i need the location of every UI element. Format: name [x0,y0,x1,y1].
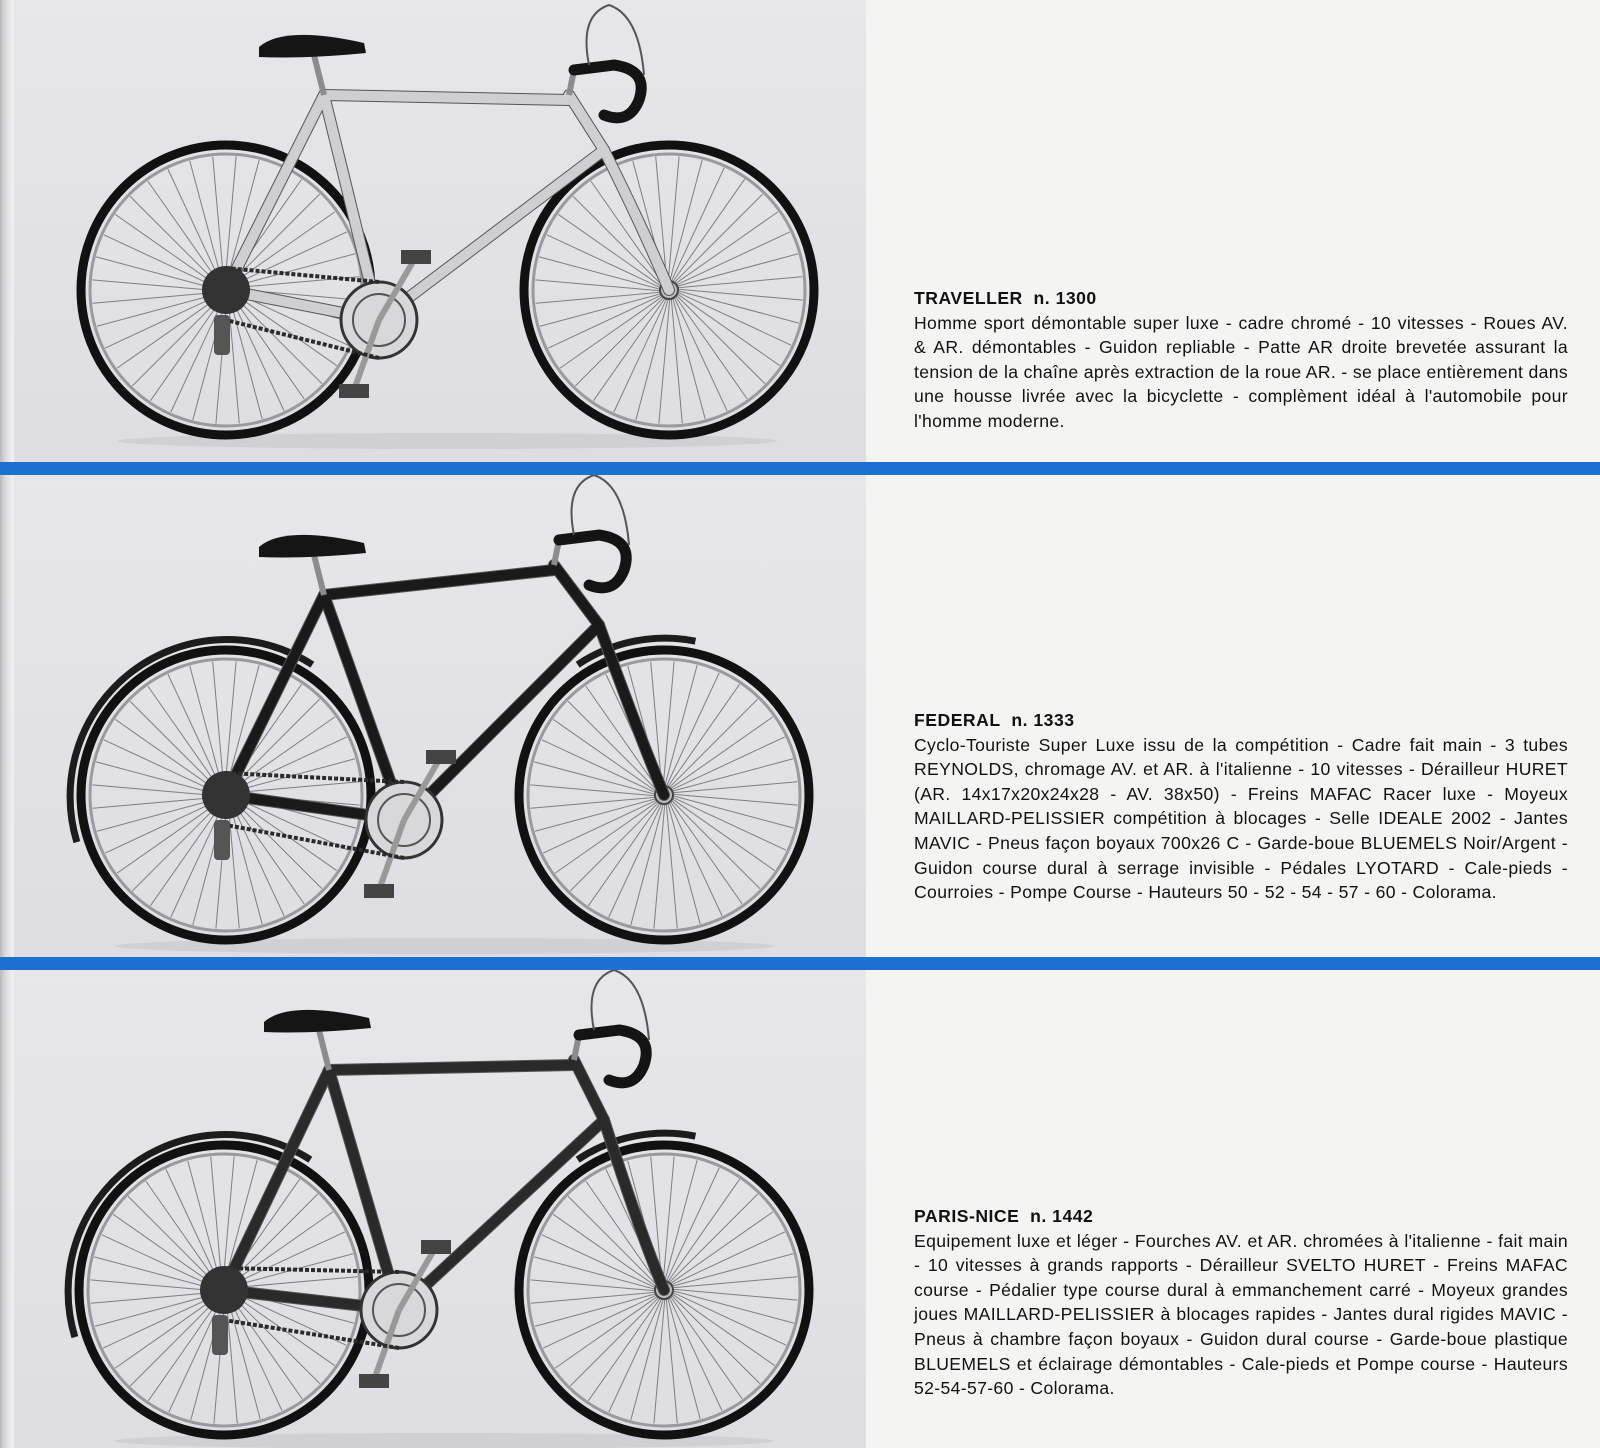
spoke [555,1295,660,1369]
spoke [664,665,697,789]
product-title [914,1204,1568,1229]
spoke [539,257,663,290]
spoke [93,797,221,808]
bicycle-illustration [14,0,866,462]
spoke [117,295,222,369]
spoke [674,254,798,287]
spoke [146,1181,220,1286]
spoke [213,662,224,790]
spoke [115,214,220,288]
seat-stay [226,95,324,290]
spoke [659,296,670,424]
spoke [670,1290,794,1323]
spoke [654,801,665,929]
spoke [560,295,665,369]
spoke [531,797,659,808]
product-name: TRAVELLER [914,288,1023,308]
spoke [668,1212,773,1286]
product-traveller [0,0,1600,462]
spoke [534,762,658,795]
head-tube [574,1060,604,1120]
spoke [229,295,262,419]
product-description-block [914,286,1568,434]
spoke [555,800,660,874]
product-number: n. 1300 [1033,288,1097,308]
spoke [570,1295,661,1386]
spoke [188,1161,221,1285]
spoke [588,801,662,906]
saddle [259,35,366,58]
bike-photo-traveller [14,0,866,462]
spoke [150,801,224,906]
spoke [670,1292,775,1366]
spoke [191,1296,224,1420]
bike-photo-paris-nice [14,970,866,1448]
spoke [232,782,360,793]
spoke [673,212,778,286]
spoke [535,798,659,831]
spoke [670,797,775,871]
spoke [670,1289,798,1300]
seat-post [314,555,324,595]
spoke [93,292,221,303]
spoke [668,156,679,284]
product-title [914,708,1568,733]
spoke [670,782,798,793]
spoke [540,293,664,326]
spoke [228,296,239,424]
bike-photo-federal [14,475,866,957]
pedal [421,1240,451,1254]
product-name: PARIS-NICE [914,1206,1020,1226]
bicycle [70,475,809,954]
rear-derailleur [214,820,230,860]
spoke [670,794,798,805]
spoke [193,296,226,420]
spoke [664,1160,697,1284]
spoke [588,1296,662,1401]
spoke [92,785,220,796]
spoke [92,280,220,291]
section-divider [0,957,1600,970]
section-divider [0,462,1600,475]
product-paris-nice [0,970,1600,1448]
spoke [130,196,221,287]
product-description-block [914,1204,1568,1401]
seat-post [319,1030,329,1070]
spoke [229,1293,320,1384]
spoke [636,296,669,420]
spoke [669,1294,743,1399]
product-description: Homme sport démontable super luxe - cadre chromé - 10 vitesses - Roues AV. & AR. démontables - Guidon repliable - Patte AR droite brevetée assurant la tension de la chaîne après extraction de la roue AR. - se place entièrement dans une housse livrée avec la bicyclette - complèment idéal à l'automobile pour l'homme moderne. [914,312,1568,431]
spoke [675,290,799,323]
spoke [668,717,773,791]
rear-derailleur [214,315,230,355]
spoke [531,1292,659,1303]
head-tube [569,95,604,150]
spoke [130,701,221,792]
product-description: Equipement luxe et léger - Fourches AV. et AR. chromées à l'italienne - fait main - 10 vitesses à grands rapports - Dérailleur SVELTO HURET - Freins MAFAC course - Pédalier type course dural à emmanchement carré - Moyeux grandes joues MAILLARD-PELISSIER à blocages rapides - Jantes dural rigides MAVIC - Pneus à chambre façon boyaux - Guidon dural course - Garde-boue plastique BLUEMELS et éclairage démontables - Cale-pieds et Pompe course - Hauteurs 52-54-57-60 - Colorama. [914,1230,1568,1399]
spoke [231,799,305,904]
spoke [670,1277,798,1288]
product-title [914,286,1568,311]
spoke [667,1194,758,1285]
bicycle-illustration [14,475,866,957]
down-tube [379,150,604,320]
spoke [115,1295,220,1369]
spoke [672,194,763,285]
frame [224,1060,664,1310]
cassette [200,1266,248,1314]
spoke [666,684,740,789]
spoke [669,759,793,792]
spoke [190,666,223,790]
spoke [148,1296,222,1401]
saddle [264,1010,371,1033]
pedal [339,384,369,398]
spoke [674,294,748,399]
spoke [536,292,664,303]
spoke [211,1157,222,1285]
spoke [669,799,743,904]
spoke [229,800,262,924]
spoke [96,762,220,795]
spoke [229,1294,303,1399]
spoke [670,795,794,828]
spoke [570,800,661,891]
spoke [631,801,664,925]
product-number: n. 1442 [1030,1206,1094,1226]
spoke [148,181,222,286]
bicycle-illustration [14,970,866,1448]
spoke [113,1214,218,1288]
spoke [150,296,224,401]
spoke [671,179,745,284]
spoke [674,293,765,384]
pedal [426,750,456,764]
spoke [669,160,702,284]
spoke [130,1295,221,1386]
bicycle [68,970,809,1448]
down-tube [404,625,599,820]
spoke [666,801,677,929]
pedal [364,884,394,898]
spoke [228,801,239,929]
spoke [132,800,223,891]
spoke [675,292,780,366]
rear-derailleur [212,1315,228,1355]
cassette [202,266,250,314]
spoke [117,800,222,874]
product-name: FEDERAL [914,710,1001,730]
spoke [666,1179,740,1284]
spoke [667,800,700,924]
down-tube [399,1120,604,1310]
product-federal [0,475,1600,957]
spoke [91,1292,219,1303]
spoke [231,294,305,399]
product-description-block [914,708,1568,905]
seat-post [314,55,324,95]
spoke [663,661,674,789]
spoke [535,280,663,291]
spoke [95,1293,219,1326]
spoke [90,1280,218,1291]
top-tube [329,1065,574,1070]
spoke [213,157,224,285]
spoke [666,1296,677,1424]
spoke [675,289,803,300]
spoke [667,1295,700,1419]
spoke [226,1296,237,1424]
spoke [669,798,760,889]
spoke [575,295,666,386]
spoke [667,699,758,790]
spoke [669,1293,760,1384]
spoke [663,1156,674,1284]
frame [226,565,664,820]
top-tube [324,570,554,595]
spoke [97,798,221,831]
cassette [202,771,250,819]
spoke [672,295,705,419]
spoke [97,293,221,326]
pedal [359,1374,389,1388]
spoke [671,296,682,424]
spoke [94,1257,218,1290]
spoke [230,1277,358,1288]
bicycle [81,5,814,449]
seat-stay [226,595,324,795]
spoke [534,1257,658,1290]
spoke [193,801,226,925]
spoke [530,1280,658,1291]
spoke [190,161,223,285]
spoke [675,277,803,288]
spoke [530,785,658,796]
head-tube [554,565,599,625]
spoke [227,1194,318,1285]
product-description: Cyclo-Touriste Super Luxe issu de la compétition - Cadre fait main - 3 tubes REYNOLDS, chromage AV. et AR. à l'italienne - 10 vitesses - Dérailleur HURET (AR. 14x17x20x24x28 - AV. 38x50) - Freins MAFAC Racer luxe - Moyeux MAILLARD-PELISSIER compétition à blocages - Selle IDEALE 2002 - Jantes MAVIC - Pneus façon boyaux 700x26 C - Garde-boue BLUEMELS Noir/Argent - Guidon course dural à serrage invisible - Pédales LYOTARD - Cale-pieds - Courroies - Pompe Course - Hauteurs 50 - 52 - 54 - 57 - 60 - Colorama. [914,734,1568,903]
saddle [259,535,366,558]
product-number: n. 1333 [1011,710,1075,730]
spoke [115,719,220,793]
spoke [148,686,222,791]
spoke [132,295,223,386]
spoke [128,1196,219,1287]
pedal [401,250,431,264]
spoke [96,257,220,290]
spoke [669,1254,793,1287]
spoke [227,1295,260,1419]
spoke [535,1293,659,1326]
spoke [631,1296,664,1420]
handlebar [579,1030,646,1083]
spoke [593,296,667,401]
top-tube [324,95,569,100]
spoke [654,1296,665,1424]
